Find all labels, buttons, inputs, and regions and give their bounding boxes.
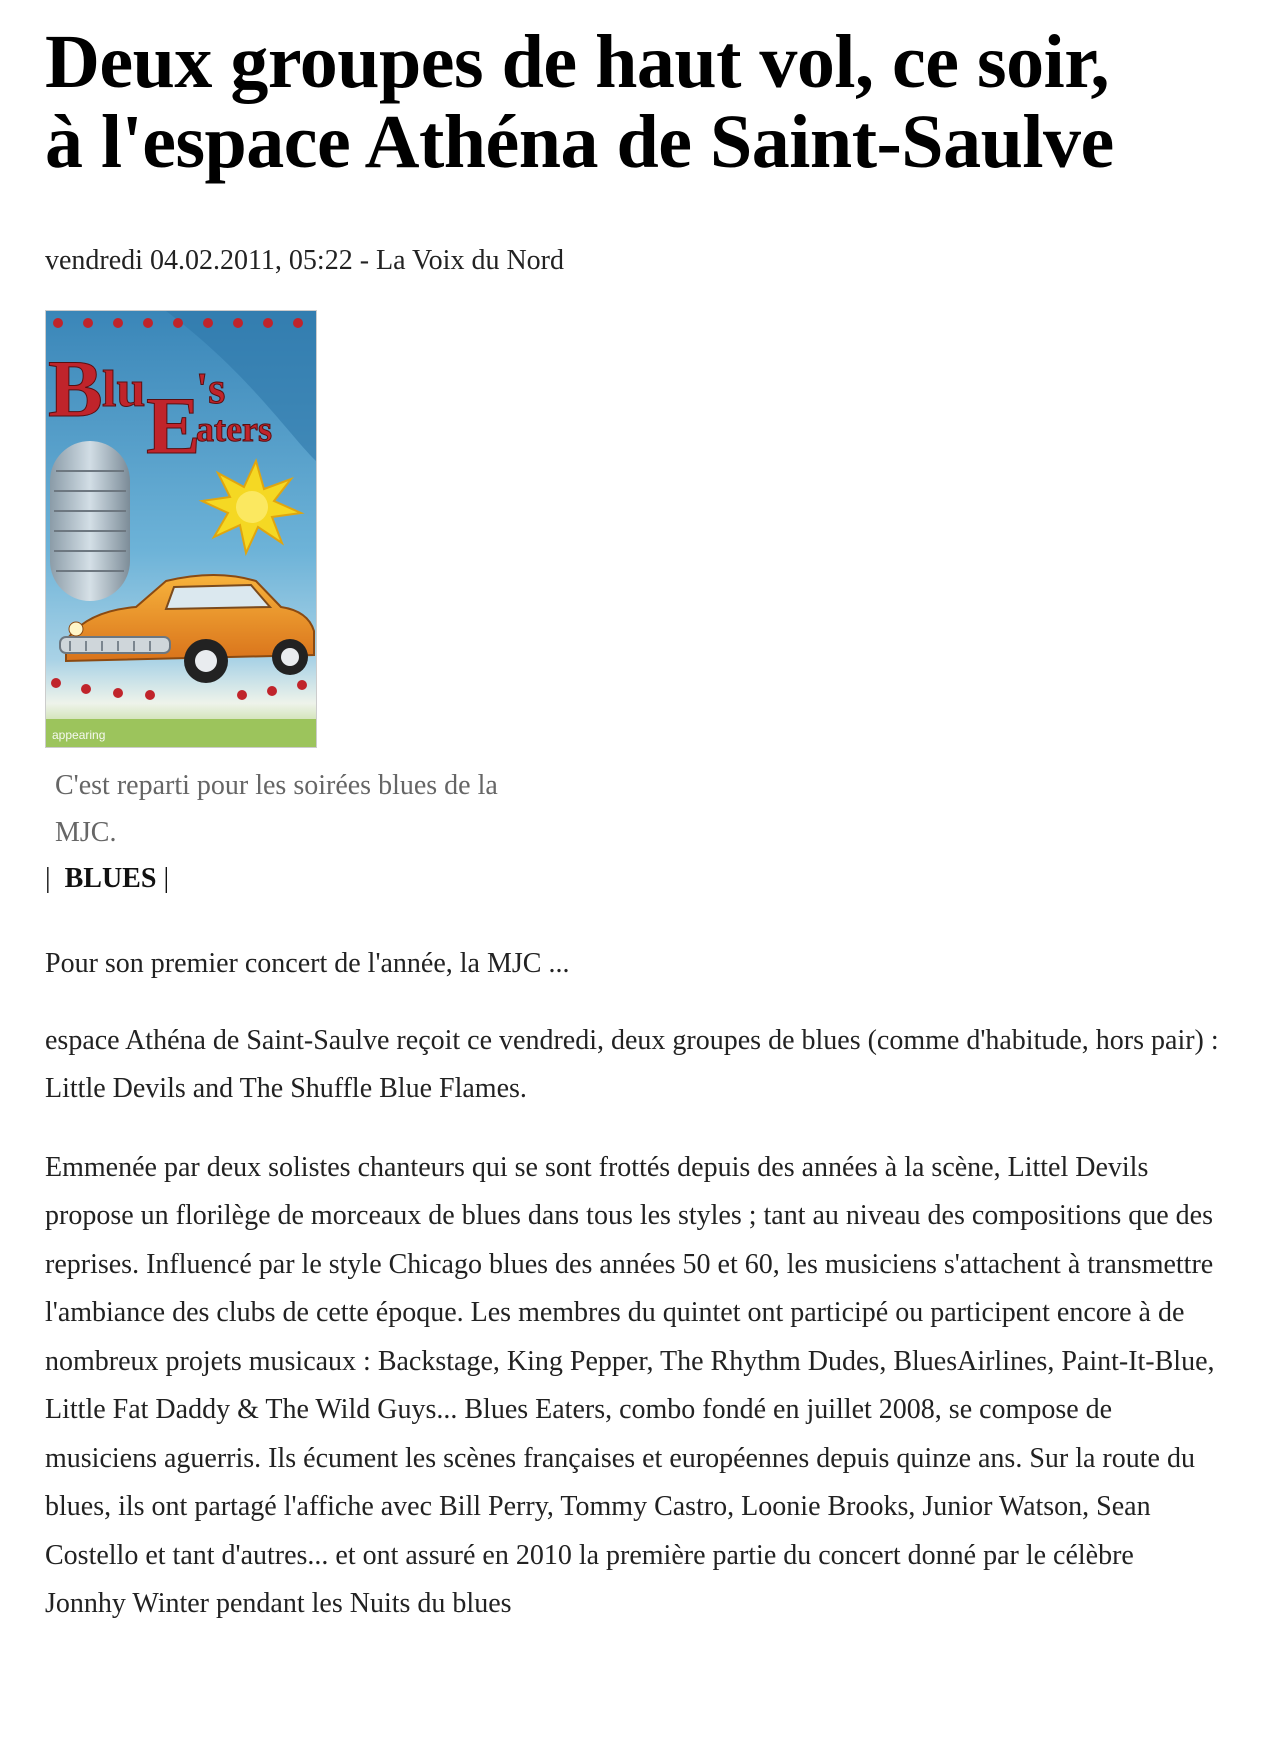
headline-line-1: Deux groupes de haut vol, ce soir, (45, 20, 1109, 104)
article-paragraph-3: Emmenée par deux solistes chanteurs qui se sont frottés depuis des années à la scène, Littel Devils propose un florilège de morceaux de blues dans tous les styles ; tant au niveau des compositions que des reprises. Influencé par le style Chicago blues des années 50 et 60, les musiciens s'attachent à transmettre l'ambiance des clubs de cette époque. Les membres du quintet ont participé ou participent encore à de nombreux projets musicaux : Backstage, King Pepper, The Rhythm Dudes, BluesAirlines, Paint-It-Blue, Little Fat Daddy & The Wild Guys... Blues Eaters, combo fondé en juillet 2008, se compose de musiciens aguerris. Ils écument les scènes françaises et européennes depuis quinze ans. Sur la route du blues, ils ont partagé l'affiche avec Bill Perry, Tommy Castro, Loonie Brooks, Junior Watson, Sean Costello et tant d'autres... et ont assuré en 2010 la première partie du concert donné par le célèbre Jonnhy Winter pendant les Nuits du blues (45, 1151, 1215, 1619)
svg-text:lu: lu (102, 361, 146, 418)
article-paragraph-2: espace Athéna de Saint-Saulve reçoit ce vendredi, deux groupes de blues (comme d'habitude, hors pair) : Little Devils and The Shuffle Blue Flames. (45, 1024, 1219, 1104)
svg-text:aters: aters (196, 409, 272, 449)
svg-text:B: B (48, 343, 103, 434)
article-dateline: vendredi 04.02.2011, 05:22 - La Voix du Nord (45, 245, 564, 276)
photo-caption: C'est reparti pour les soirées blues de la MJC. (55, 770, 498, 848)
article-headline (45, 0, 1220, 182)
article-rubric: | BLUES | (45, 863, 170, 894)
svg-text:E: E (146, 380, 201, 471)
article-paragraph-1: Pour son premier concert de l'année, la MJC ... (45, 948, 570, 979)
svg-text:appearing: appearing (52, 728, 106, 742)
rubric-label: BLUES (64, 863, 157, 894)
article-photo (45, 310, 317, 748)
headline-line-2: à l'espace Athéna de Saint-Saulve (45, 100, 1114, 184)
article (45, 0, 1220, 1629)
blues-eaters-poster (46, 311, 316, 747)
svg-text:'s: 's (196, 364, 226, 413)
